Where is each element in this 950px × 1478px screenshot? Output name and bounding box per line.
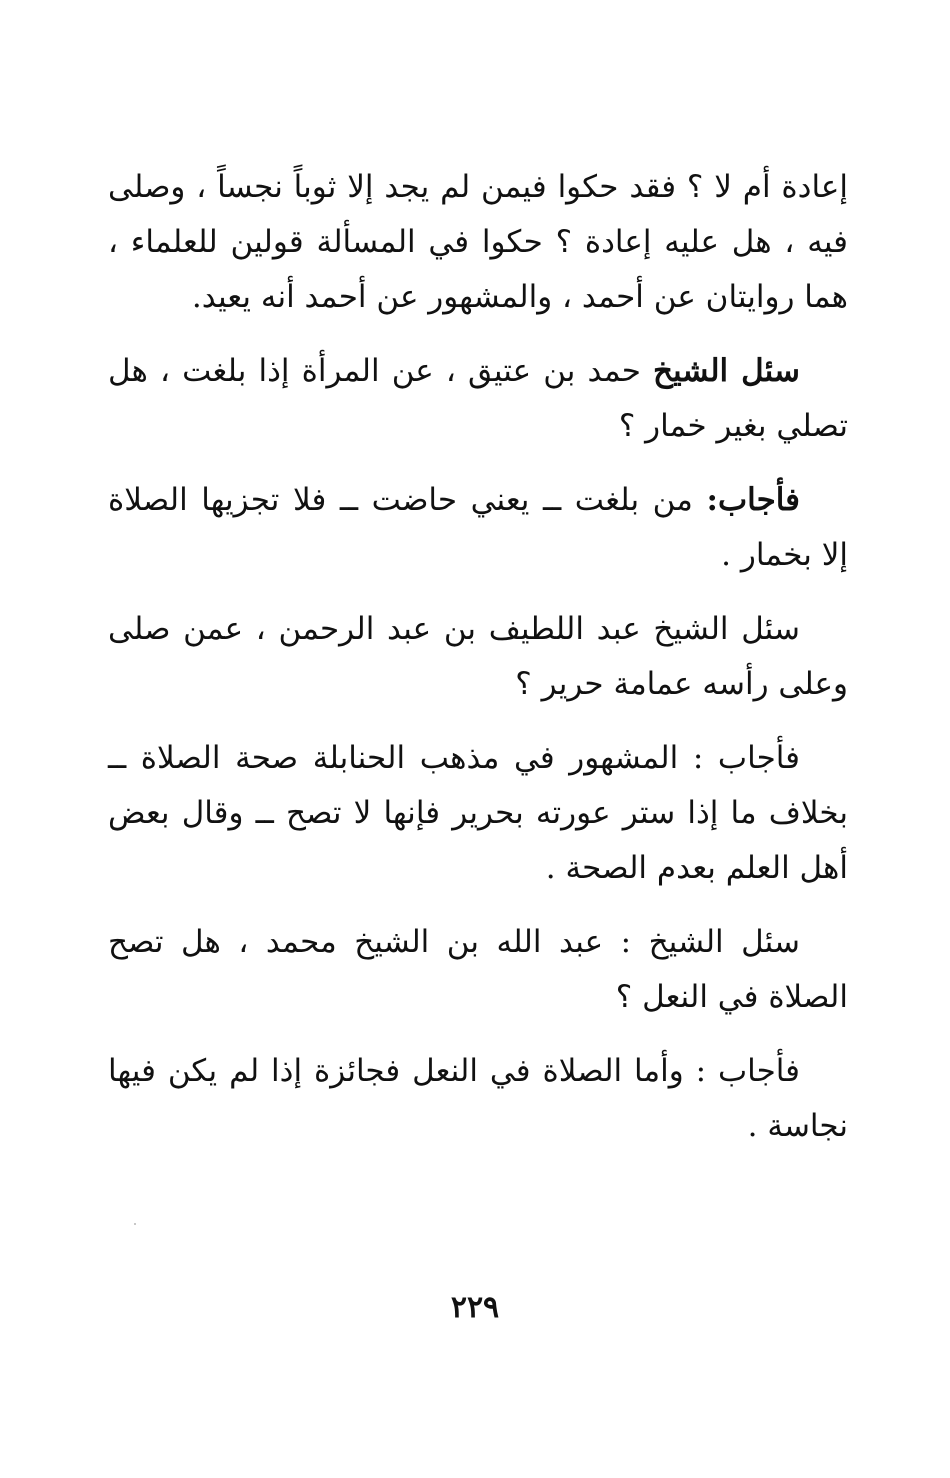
answer-abdullah [108,1044,848,1154]
paragraph-continuation [108,160,848,325]
scan-speck [134,1223,136,1225]
question-text: سئل الشيخ : عبد الله بن الشيخ محمد ، هل تصح الصلاة في النعل ؟ [108,924,848,1015]
question-lead: سئل الشيخ [653,353,800,389]
question-text: سئل الشيخ عبد اللطيف بن عبد الرحمن ، عمن صلى وعلى رأسه عمامة حرير ؟ [108,611,848,702]
question-hamad-bin-atiq [108,344,848,454]
answer-lead: فأجاب: [706,482,800,518]
question-abdullatif [108,602,848,712]
answer-hamad-bin-atiq [108,473,848,583]
question-abdullah [108,915,848,1025]
answer-text: من بلغت ــ يعني حاضت ــ فلا تجزيها الصلاة إلا بخمار . [108,482,848,573]
paragraph-text: إعادة أم لا ؟ فقد حكوا فيمن لم يجد إلا ثوباً نجساً ، وصلى فيه ، هل عليه إعادة ؟ حكوا في المسألة قولين للعلماء ، هما روايتان عن أحمد ، والمشهور عن أحمد أنه يعيد. [108,169,848,315]
answer-abdullatif [108,731,848,896]
answer-text: فأجاب : وأما الصلاة في النعل فجائزة إذا لم يكن فيها نجاسة . [108,1053,848,1144]
answer-text: فأجاب : المشهور في مذهب الحنابلة صحة الصلاة ــ بخلاف ما إذا ستر عورته بحرير فإنها لا تصح ــ وقال بعض أهل العلم بعدم الصحة . [108,740,848,886]
page-body [108,160,848,1173]
page-number: ٢٢٩ [450,1290,500,1325]
question-text: حمد بن عتيق ، عن المرأة إذا بلغت ، هل تصلي بغير خمار ؟ [108,353,848,444]
